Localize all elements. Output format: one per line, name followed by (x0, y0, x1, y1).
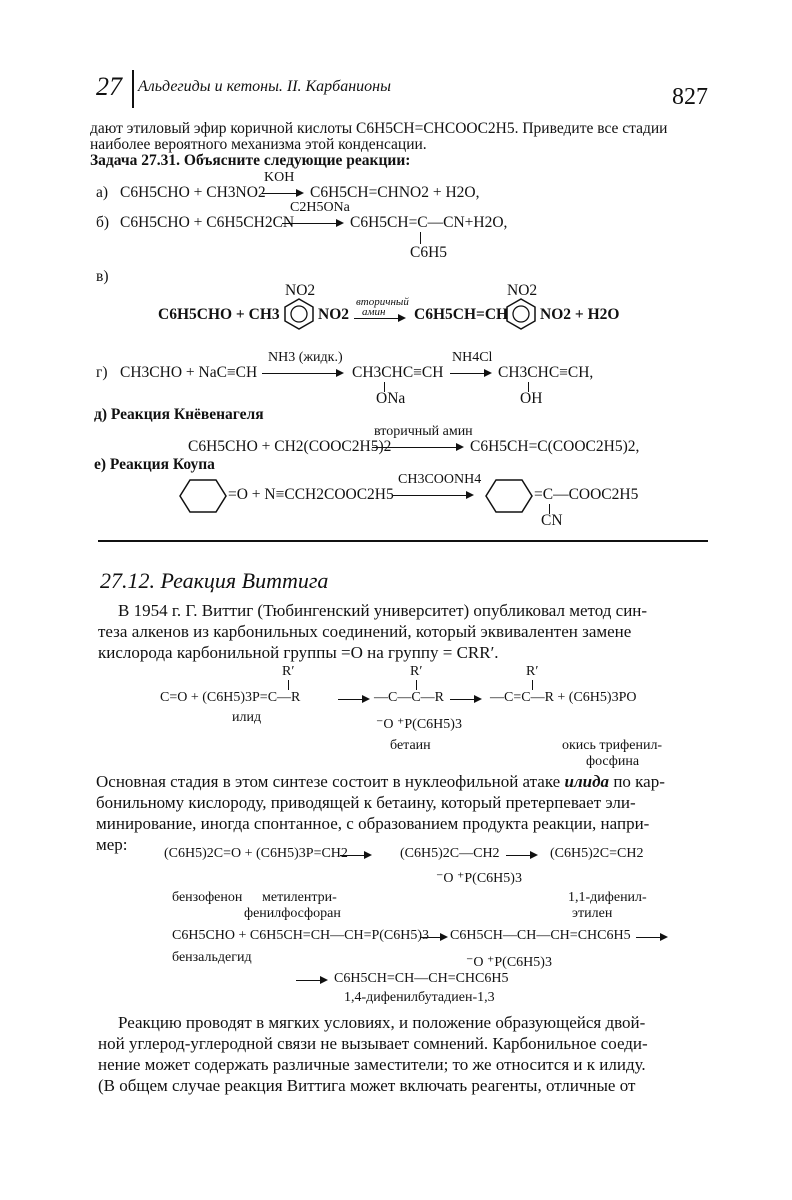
reaction-b-bond (420, 232, 421, 244)
scheme1-r3: R′ (526, 664, 539, 679)
scheme1-bond (288, 680, 289, 690)
reaction-b-reactants: C6H5CHO + C6H5CH2CN (120, 214, 295, 231)
reaction-a-arrow (262, 193, 302, 194)
cyclohexane-icon (178, 476, 228, 516)
reaction-e-product: =C—COOC2H5 (534, 486, 639, 503)
benzene-ring-icon (504, 297, 538, 331)
reaction-g-label: г) (96, 364, 108, 381)
reaction-e-reactants: =O + N≡CCH2COOC2H5 (228, 486, 394, 503)
scheme3-name-product: 1,4-дифенилбутадиен-1,3 (344, 990, 495, 1005)
scheme3-intermediate: C6H5CH—CH—CH=CHC6H5 (450, 928, 631, 943)
reaction-g-intermediate-sub: ONa (376, 390, 406, 407)
scheme2-name-benzophenone: бензофенон (172, 890, 243, 905)
reaction-a-condition: KOH (264, 170, 295, 185)
para1-line-3: кислорода карбонильной группы =O на группу = CRR′. (98, 643, 499, 662)
reaction-d-products: C6H5CH=C(COOC2H5)2, (470, 438, 640, 455)
scheme1-bond (416, 680, 417, 690)
scheme3-product: C6H5CH=CH—CH=CHC6H5 (334, 971, 509, 986)
reaction-v-condition-2: амин (362, 306, 386, 318)
scheme1-products: —C=C—R + (C6H5)3PO (490, 690, 637, 705)
para2-line-4: мер: (96, 835, 128, 854)
reaction-v-label: в) (96, 268, 109, 285)
reaction-d-arrow (372, 447, 462, 448)
reaction-g-arrow-1 (262, 373, 342, 374)
reaction-b-arrow (282, 223, 342, 224)
reaction-d-condition: вторичный амин (374, 424, 473, 439)
scheme1-betaine-formula: —C—C—R (374, 690, 445, 705)
para3-line-1: Реакцию проводят в мягких условиях, и положение образующейся двой- (118, 1013, 646, 1032)
reaction-v-product: C6H5CH=CH (414, 306, 509, 323)
para3-line-4: (В общем случае реакция Виттига может включать реагенты, отличные от (98, 1076, 636, 1095)
scheme2-name-ylide-2: фенилфосфоран (244, 906, 341, 921)
reaction-g-reactants: CH3CHO + NaC≡CH (120, 364, 258, 381)
scheme1-betaine-label: бетаин (390, 738, 431, 753)
reaction-g-condition-1: NH3 (жидк.) (268, 350, 343, 365)
para2-line-3: минирование, иногда спонтанное, с образованием продукта реакции, напри- (96, 814, 650, 833)
para2-text: по кар- (609, 772, 665, 791)
scheme2-product: (C6H5)2C=CH2 (550, 846, 644, 861)
scheme1-ylide-label: илид (232, 710, 262, 725)
scheme1-arrow-1 (338, 699, 368, 700)
reaction-g-arrow-2 (450, 373, 490, 374)
running-title: Альдегиды и кетоны. II. Карбанионы (138, 78, 391, 95)
intro-line-2: наиболее вероятного механизма этой конденсации. (90, 136, 427, 153)
scheme2-name-ylide-1: метилентри- (262, 890, 337, 905)
reaction-d-label: д) Реакция Кнёвенагеля (94, 406, 264, 423)
para2-emphasis: илида (564, 772, 610, 791)
reaction-b-condition: C2H5ONa (290, 200, 350, 215)
cyclohexane-icon (484, 476, 534, 516)
intro-line-1: дают этиловый эфир коричной кислоты C6H5CH=CHCOOC2H5. Приведите все стадии (90, 120, 668, 137)
scheme2-reactants: (C6H5)2C=O + (C6H5)3P=CH2 (164, 846, 348, 861)
reaction-v-condition-1: вторичный (356, 296, 409, 308)
scheme1-r1: R′ (282, 664, 295, 679)
scheme1-bond (532, 680, 533, 690)
reaction-g-product-sub: OH (520, 390, 543, 407)
para2-line-2: бонильному кислороду, приводящей к бетаину, который претерпевает эли- (96, 793, 636, 812)
scheme1-reactants: C=O + (C6H5)3P=C—R (160, 690, 301, 705)
para3-line-2: ной углерод-углеродной связи не вызывает сомнений. Карбонильное соеди- (98, 1034, 648, 1053)
scheme3-intermediate-sub: ⁻O ⁺P(C6H5)3 (466, 955, 552, 970)
para3-line-3: нение может содержать различные заместители; то же относится и к илиду. (98, 1055, 646, 1074)
reaction-d-reactants: C6H5CHO + CH2(COOC2H5)2 (188, 438, 392, 455)
reaction-g-product: CH3CHC≡CH, (498, 364, 594, 381)
scheme2-arrow-2 (506, 855, 536, 856)
task-heading: Задача 27.31. Объясните следующие реакции: (90, 152, 411, 169)
reaction-b-substituent: C6H5 (410, 244, 448, 261)
para2-line-1 (96, 772, 665, 792)
section-title: 27.12. Реакция Виттига (100, 568, 329, 593)
reaction-v-right-no2: NO2 (507, 282, 538, 299)
scheme2-name-product-2: этилен (572, 906, 613, 921)
reaction-v-arrow (354, 318, 404, 319)
scheme3-arrow-3 (296, 980, 326, 981)
scheme3-arrow-2 (636, 937, 666, 938)
scheme2-betaine-sub: ⁻O ⁺P(C6H5)3 (436, 871, 522, 886)
scheme1-betaine-sub: ⁻O ⁺P(C6H5)3 (376, 717, 462, 732)
reaction-e-condition: CH3COONH4 (398, 472, 482, 487)
para1-line-1: В 1954 г. Г. Виттиг (Тюбингенский университет) опубликовал метод син- (118, 601, 648, 620)
reaction-e-product-sub: CN (541, 512, 563, 529)
header-divider (132, 70, 134, 108)
reaction-a-products: C6H5CH=CHNO2 + H2O, (310, 184, 480, 201)
scheme1-arrow-2 (450, 699, 480, 700)
para1-line-2: теза алкенов из карбонильных соединений, который эквивалентен замене (98, 622, 632, 641)
page-number: 827 (672, 84, 708, 110)
reaction-v-left-no2: NO2 (285, 282, 316, 299)
reaction-g-condition-2: NH4Cl (452, 350, 493, 365)
reaction-e-arrow (392, 495, 472, 496)
scheme2-betaine: (C6H5)2C—CH2 (400, 846, 500, 861)
scheme1-oxide-label-1: окись трифенил- (562, 738, 663, 753)
scheme2-name-product-1: 1,1-дифенил- (568, 890, 647, 905)
section-divider (98, 540, 708, 542)
scheme3-reactants: C6H5CHO + C6H5CH=CH—CH=P(C6H5)3 (172, 928, 430, 943)
scheme1-r2: R′ (410, 664, 423, 679)
benzene-ring-icon (282, 297, 316, 331)
reaction-v-reactants: C6H5CHO + CH3 (158, 306, 280, 323)
reaction-b-products: C6H5CH=C—CN+H2O, (350, 214, 508, 231)
scheme3-arrow-1 (420, 937, 446, 938)
scheme3-name-benzaldehyde: бензальдегид (172, 950, 252, 965)
chapter-number: 27 (96, 72, 122, 101)
reaction-a-label: а) (96, 184, 109, 201)
scheme2-arrow-1 (340, 855, 370, 856)
reaction-v-product-tail: NO2 + H2O (540, 306, 620, 323)
reaction-a-reactants: C6H5CHO + CH3NO2 (120, 184, 266, 201)
scheme1-oxide-label-2: фосфина (586, 754, 640, 769)
para2-text: Основная стадия в этом синтезе состоит в нуклеофильной атаке (96, 772, 565, 791)
reaction-g-intermediate: CH3CHC≡CH (352, 364, 444, 381)
reaction-v-nitro: NO2 (318, 306, 349, 323)
reaction-e-label: е) Реакция Коупа (94, 456, 215, 473)
reaction-b-label: б) (96, 214, 110, 231)
